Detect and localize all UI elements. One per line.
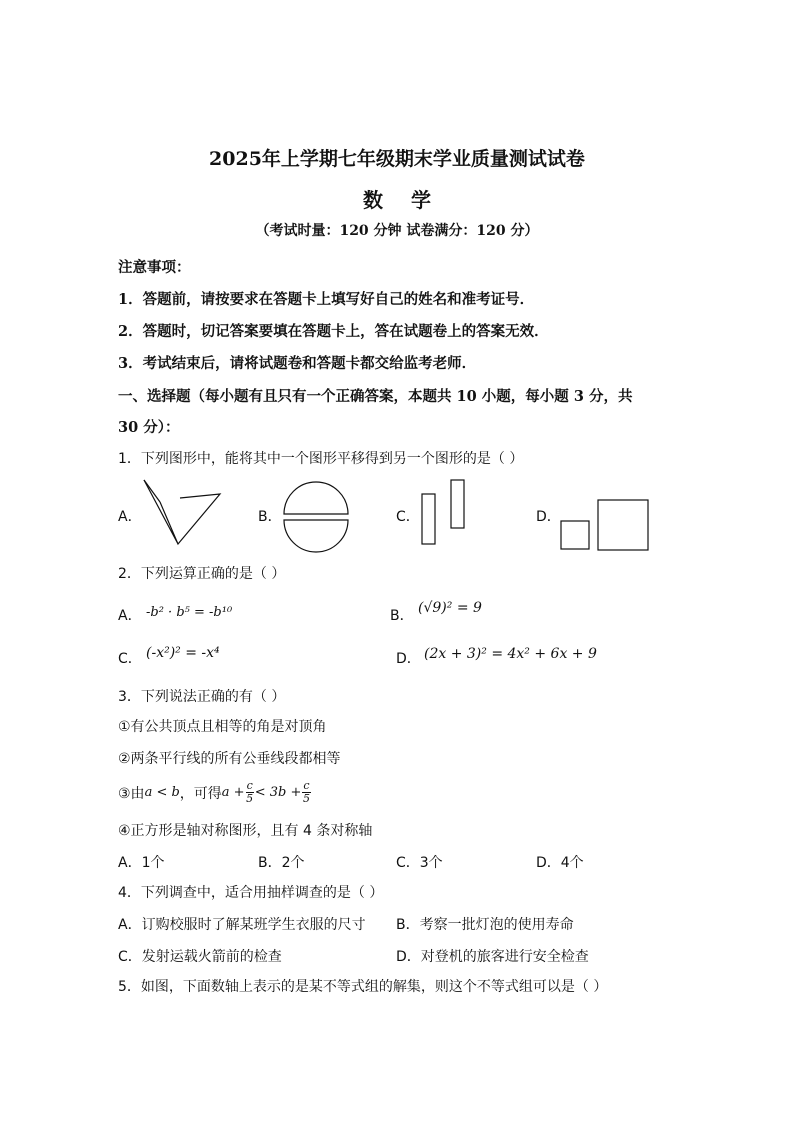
q2-label-d: D． [396, 651, 421, 667]
q2-stem: 2．下列运算正确的是（ ） [118, 566, 286, 582]
q1-label-b: B． [258, 509, 282, 525]
q3-s3-numerator-1: c [246, 779, 253, 792]
q5-stem: 5．如图，下面数轴上表示的是某不等式组的解集，则这个不等式组可以是（ ） [118, 979, 608, 995]
q2-label-c: C． [118, 651, 142, 667]
q3-s3-numerator-2: c [303, 779, 310, 792]
q3-option-c: C．3个 [396, 855, 443, 871]
q2-option-c: (-x²)² = -x⁴ [146, 645, 220, 661]
q3-option-d: D．4个 [536, 855, 584, 871]
q1-figure-a [140, 478, 230, 550]
exam-info: （考试时量：120 分钟 试卷满分：120 分） [255, 223, 539, 239]
q4-option-c: C．发射运载火箭前的检查 [118, 949, 282, 965]
q1-label-d: D． [536, 509, 561, 525]
q3-statement-1: ①有公共顶点且相等的角是对顶角 [118, 719, 327, 735]
q1-label-c: C． [396, 509, 420, 525]
q1-figure-d [558, 498, 652, 554]
q1-figure-c [420, 478, 470, 548]
subject-title: 数学 [363, 188, 459, 212]
q4-option-a: A．订购校服时了解某班学生衣服的尺寸 [118, 917, 366, 933]
exam-title: 2025年上学期七年级期末学业质量测试试卷 [209, 148, 585, 170]
q3-s3-condition: a < b [144, 785, 180, 800]
q1-stem: 1．下列图形中，能将其中一个图形平移得到另一个图形的是（ ） [118, 451, 524, 467]
q2-option-a: -b² · b⁵ = -b¹⁰ [146, 605, 233, 620]
q3-s3-operator: < 3b + [254, 785, 302, 800]
q3-s3-fraction-1 [246, 780, 254, 805]
q3-s3-denominator-2: 5 [302, 792, 310, 805]
q3-option-a: A．1个 [118, 855, 165, 871]
note-item-3: 3．考试结束后，请将试题卷和答题卡都交给监考老师． [118, 355, 477, 372]
q4-stem: 4．下列调查中，适合用抽样调查的是（ ） [118, 885, 384, 901]
q3-s3-mid: ，可得 [179, 785, 222, 802]
q3-statement-3 [118, 780, 312, 805]
q1-figure-b [282, 480, 350, 548]
q1-label-a: A． [118, 509, 142, 525]
q2-label-a: A． [118, 608, 142, 624]
q3-statement-4: ④正方形是轴对称图形，且有 4 条对称轴 [118, 823, 373, 839]
note-item-2: 2．答题时，切记答案要填在答题卡上，答在试题卷上的答案无效． [118, 323, 549, 340]
q3-s3-denominator-1: 5 [246, 792, 254, 805]
q3-option-b: B．2个 [258, 855, 305, 871]
q3-statement-2: ②两条平行线的所有公垂线段都相等 [118, 751, 341, 767]
section1-title-line2: 30 分）： [118, 419, 180, 436]
q2-option-b: (√9)² = 9 [418, 600, 482, 616]
q3-s3-lhs: a + [221, 785, 245, 800]
q2-label-b: B． [390, 608, 414, 624]
section1-title-line1: 一、选择题（每小题有且只有一个正确答案，本题共 10 小题，每小题 3 分，共 [118, 388, 633, 405]
q3-s3-fraction-2 [302, 780, 310, 805]
q2-option-d: (2x + 3)² = 4x² + 6x + 9 [424, 646, 597, 662]
notes-heading: 注意事项： [118, 259, 191, 276]
q3-s3-prefix: ③由 [118, 785, 145, 802]
q3-stem: 3．下列说法正确的有（ ） [118, 689, 286, 705]
q1-figure-a-shape [144, 480, 220, 544]
note-item-1: 1．答题前，请按要求在答题卡上填写好自己的姓名和准考证号． [118, 291, 535, 308]
q4-option-d: D．对登机的旅客进行安全检查 [396, 949, 589, 965]
q4-option-b: B．考察一批灯泡的使用寿命 [396, 917, 574, 933]
